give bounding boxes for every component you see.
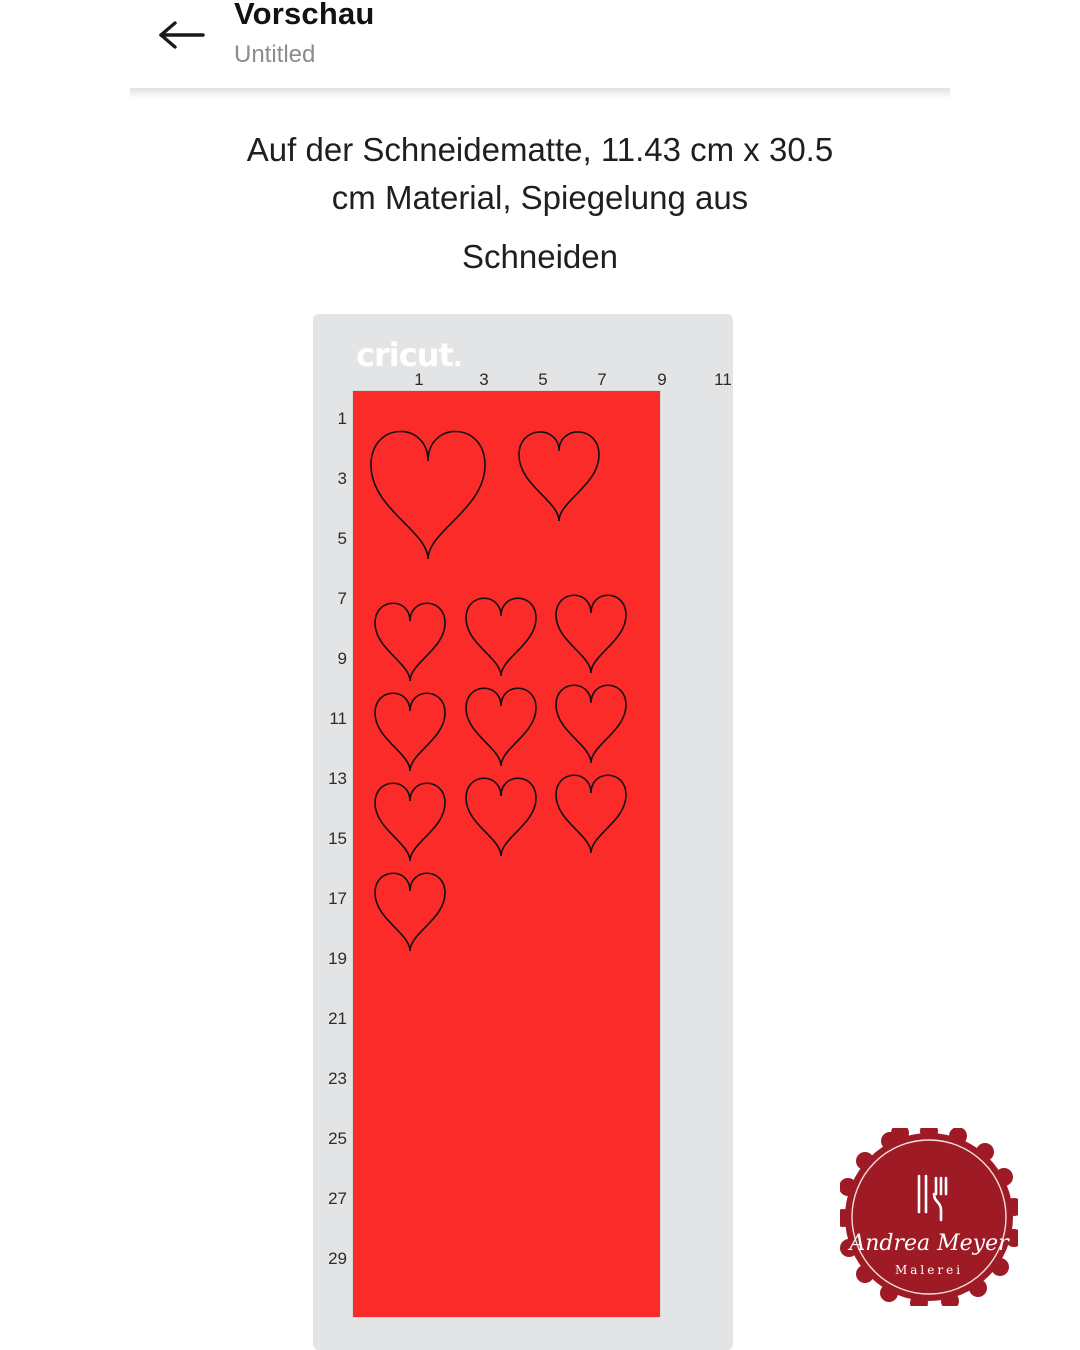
ruler-left-tick: 19	[328, 949, 347, 968]
heart-shape	[466, 778, 536, 856]
action-label: Schneiden	[462, 238, 618, 275]
heart-shape	[519, 432, 599, 521]
watermark-subtitle: Malerei	[894, 1263, 964, 1277]
ruler-left-tick: 21	[328, 1009, 347, 1028]
ruler-left-tick: 7	[337, 589, 347, 608]
back-arrow-icon	[155, 15, 209, 55]
ruler-left-tick: 1	[337, 409, 347, 428]
ruler-top-tick: 3	[479, 370, 489, 389]
ruler-left-tick: 25	[328, 1129, 347, 1148]
heart-shape	[375, 603, 445, 681]
cricut-wordmark: cricut	[356, 336, 453, 374]
ruler-left-tick: 11	[329, 709, 347, 728]
ruler-left-tick: 29	[328, 1249, 347, 1268]
ruler-left-tick: 3	[337, 469, 347, 488]
watermark-name: Andrea Meyer	[849, 1231, 1009, 1256]
heart-shape	[556, 685, 626, 763]
heart-shape	[556, 595, 626, 673]
material-sheet[interactable]	[352, 390, 661, 1318]
header-title-block	[234, 0, 375, 70]
ruler-top-tick: 11	[714, 370, 732, 389]
ruler-left-tick: 5	[337, 529, 347, 548]
instruction-line-2: cm Material, Spiegelung aus	[331, 179, 749, 216]
heart-shape	[375, 693, 445, 771]
ruler-top-tick: 1	[414, 370, 424, 389]
page-title: Vorschau	[234, 0, 375, 31]
ruler-top-tick: 9	[657, 370, 667, 389]
cut-shapes	[353, 391, 660, 1317]
watermark-logo	[840, 1128, 1018, 1306]
andrea-meyer-badge-icon	[840, 1128, 1018, 1306]
instruction-line-1: Auf der Schneidematte, 11.43 cm x 30.5	[246, 131, 834, 168]
ruler-top-tick: 7	[597, 370, 607, 389]
mat-preview[interactable]	[313, 314, 733, 1350]
ruler-top-tick: 5	[538, 370, 548, 389]
header-divider	[130, 88, 950, 98]
heart-shape	[375, 873, 445, 951]
heart-shape	[375, 783, 445, 861]
ruler-left-tick: 9	[337, 649, 347, 668]
instruction-text	[0, 126, 1080, 222]
ruler-left-tick: 23	[328, 1069, 347, 1088]
heart-shape	[466, 688, 536, 766]
heart-shape	[556, 775, 626, 853]
heart-shape	[466, 598, 536, 676]
project-name: Untitled	[234, 41, 316, 68]
ruler-left-tick: 17	[328, 889, 347, 908]
ruler-left	[313, 392, 355, 1342]
ruler-left-tick: 27	[328, 1189, 347, 1208]
app-header	[0, 0, 1080, 88]
ruler-left-tick: 13	[328, 769, 347, 788]
cricut-logo	[356, 336, 462, 374]
cricut-logo-dot: .	[452, 343, 462, 373]
ruler-left-tick: 15	[328, 829, 347, 848]
back-button[interactable]	[140, 0, 224, 70]
heart-shape	[371, 431, 485, 559]
